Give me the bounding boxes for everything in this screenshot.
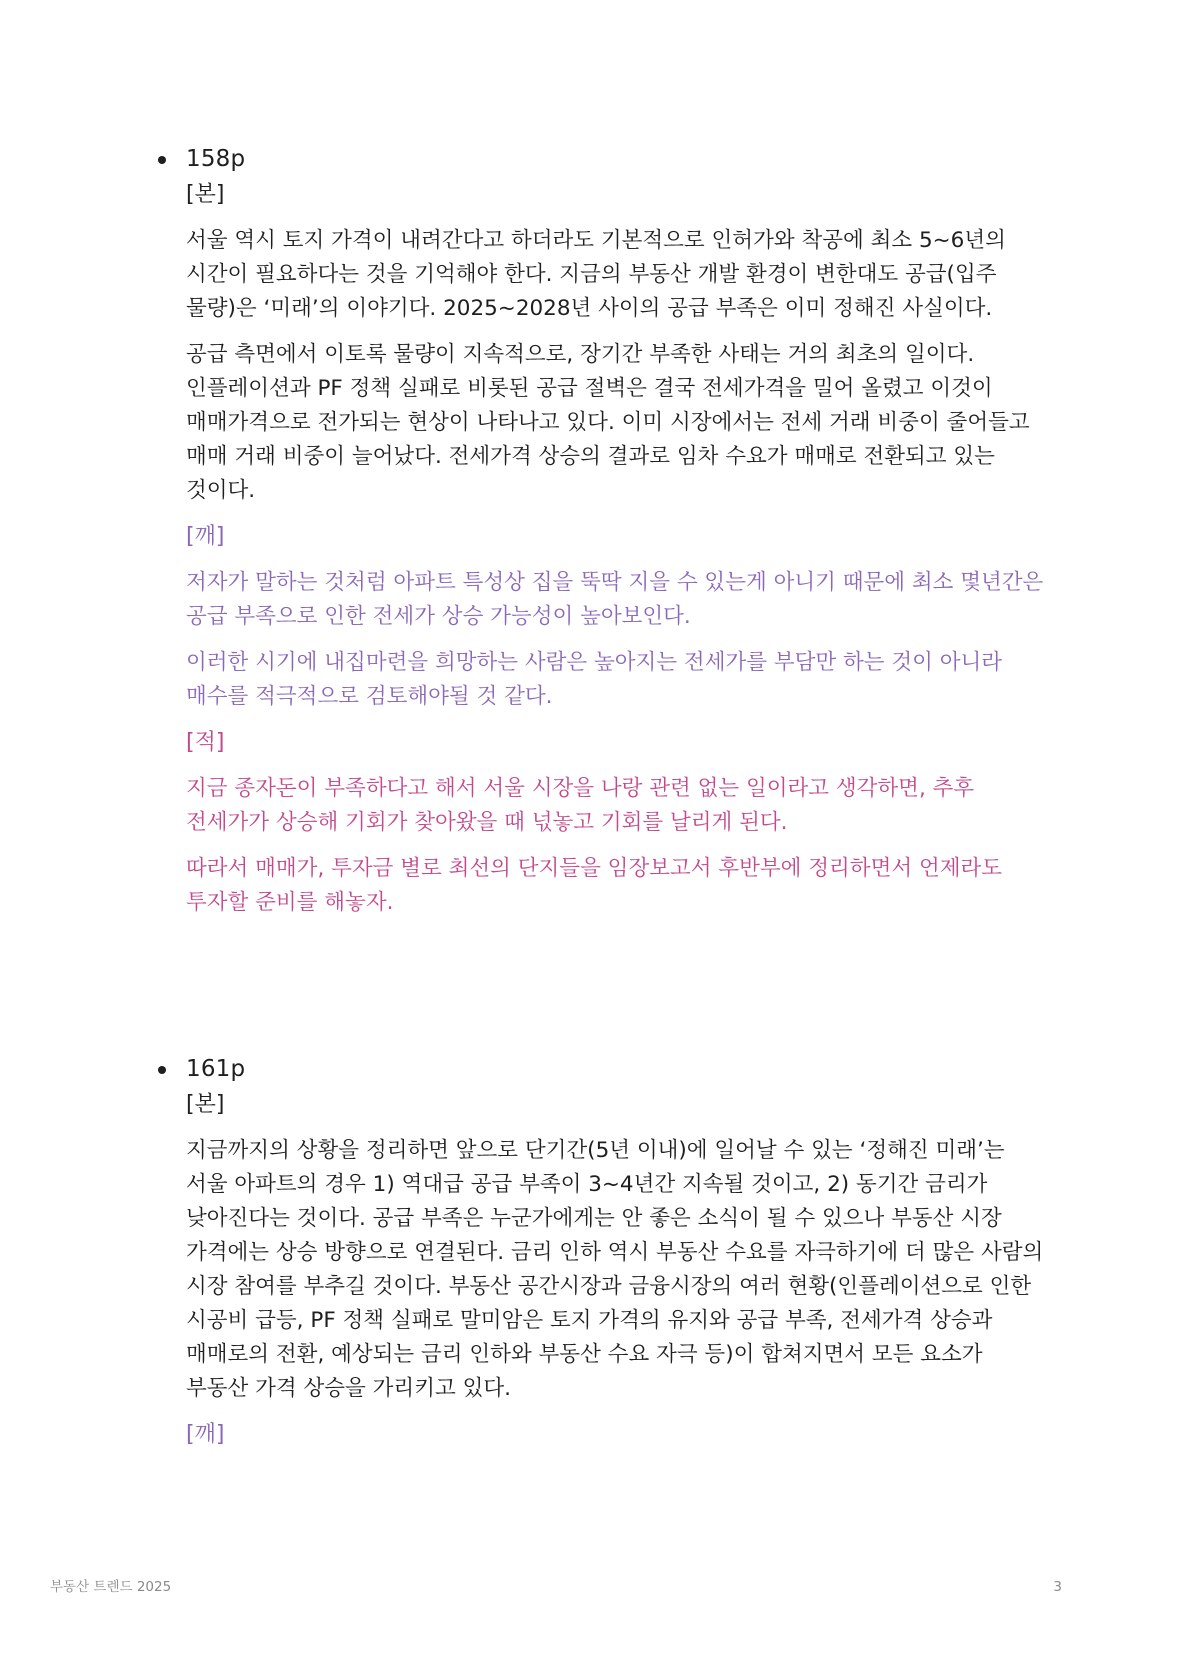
section-tag-bon: [본] [186,182,225,207]
section-tag-jeok: [적] [186,730,225,755]
page-reference: 161p [186,1056,246,1082]
entry-body [186,178,1046,920]
bon-paragraph: 서울 역시 토지 가격이 내려간다고 하더라도 기본적으로 인허가와 착공에 최소 5~6년의 시간이 필요하다는 것을 기억해야 한다. 지금의 부동산 개발 환경이 변한대도 공급(입주 물량)은 ‘미래’의 이야기다. 2025~2028년 사이의 공급 부족은 이미 정해진 사실이다. [186,228,1006,321]
section-tag-bon: [본] [186,1092,225,1117]
page-reference: 158p [186,146,246,172]
bon-paragraph: 지금까지의 상황을 정리하면 앞으로 단기간(5년 이내)에 일어날 수 있는 ‘정해진 미래’는 서울 아파트의 경우 1) 역대급 공급 부족이 3~4년간 지속될 것이고, 2) 동기간 금리가 낮아진다는 것이다. 공급 부족은 누군가에게는 안 좋은 소식이 될 수 있으나 부동산 시장 가격에는 상승 방향으로 연결된다. 금리 인하 역시 부동산 수요를 자극하기에 더 많은 사람의 시장 참여를 부추길 것이다. 부동산 공간시장과 금융시장의 여러 현황(인플레이션으로 인한 시공비 급등, PF 정책 실패로 말미암은 토지 가격의 유지와 공급 부족, 전세가격 상승과 매매로의 전환, 예상되는 금리 인하와 부동산 수요 자극 등)이 합쳐지면서 모든 요소가 부동산 가격 상승을 가리키고 있다. [186,1138,1044,1401]
footer-page-number: 3 [1053,1579,1062,1595]
section-tag-kkae: [깨] [186,1422,225,1447]
note-entry-161p [150,1052,1050,1464]
kkae-paragraph: 저자가 말하는 것처럼 아파트 특성상 집을 뚝딱 지을 수 있는게 아니기 때문에 최소 몇년간은 공급 부족으로 인한 전세가 상승 가능성이 높아보인다. [186,570,1044,629]
entry-body [186,1088,1046,1452]
section-tag-kkae: [깨] [186,524,225,549]
footer-book-title: 부동산 트렌드 2025 [50,1579,172,1595]
kkae-paragraph: 이러한 시기에 내집마련을 희망하는 사람은 높아지는 전세가를 부담만 하는 것이 아니라 매수를 적극적으로 검토해야될 것 같다. [186,650,1003,709]
bullet-dot-icon [158,156,166,164]
bon-paragraph: 공급 측면에서 이토록 물량이 지속적으로, 장기간 부족한 사태는 거의 최초의 일이다. 인플레이션과 PF 정책 실패로 비롯된 공급 절벽은 결국 전세가격을 밀어 올렸고 이것이 매매가격으로 전가되는 현상이 나타나고 있다. 이미 시장에서는 전세 거래 비중이 줄어들고 매매 거래 비중이 늘어났다. 전세가격 상승의 결과로 임차 수요가 매매로 전환되고 있는 것이다. [186,342,1030,503]
bullet-item [150,1052,1050,1086]
jeok-paragraph: 따라서 매매가, 투자금 별로 최선의 단지들을 임장보고서 후반부에 정리하면서 언제라도 투자할 준비를 해놓자. [186,856,1003,915]
note-entry-158p [150,142,1050,932]
bullet-dot-icon [158,1066,166,1074]
bullet-item [150,142,1050,176]
jeok-paragraph: 지금 종자돈이 부족하다고 해서 서울 시장을 나랑 관련 없는 일이라고 생각하면, 추후 전세가가 상승해 기회가 찾아왔을 때 넋놓고 기회를 날리게 된다. [186,776,975,835]
